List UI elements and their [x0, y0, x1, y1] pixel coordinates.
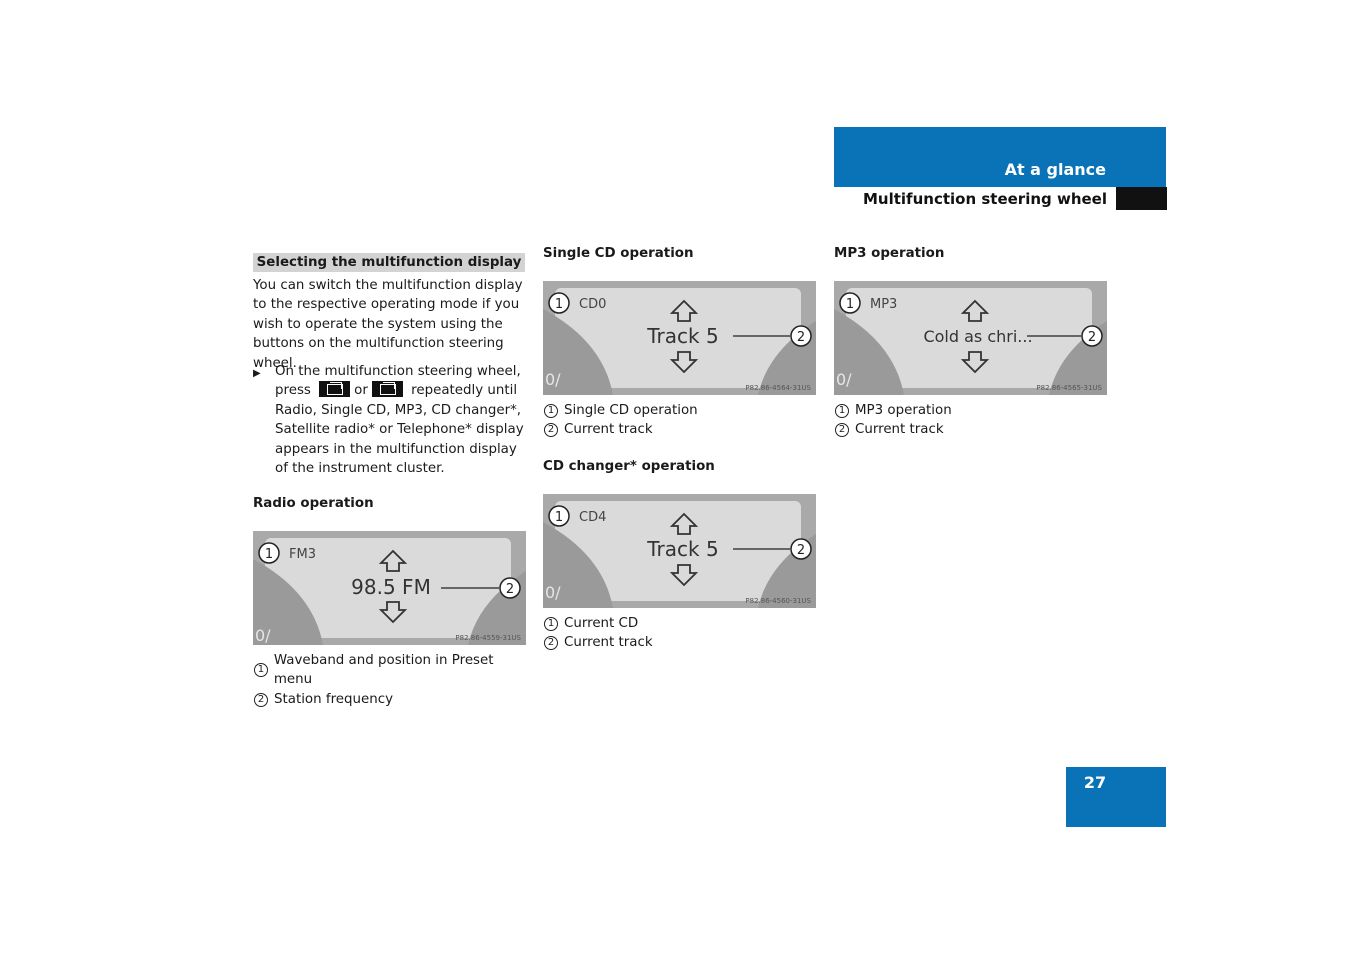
callout-2-label: 2	[505, 582, 515, 597]
callout-2-label: 2	[1087, 330, 1097, 345]
legend-item	[834, 401, 1114, 420]
image-code: P82.86-4560-31US	[745, 597, 811, 605]
section-subtitle: Multifunction steering wheel	[863, 190, 1107, 208]
radio-main-text: 98.5 FM	[351, 575, 431, 599]
legend-number: 2	[254, 693, 268, 707]
svg-text:0/: 0/	[255, 626, 271, 645]
single-cd-display-image	[543, 281, 816, 395]
radio-display-image	[253, 531, 526, 645]
legend-item	[253, 690, 533, 709]
single-cd-mode-text: CD0	[579, 297, 607, 312]
legend-number: 2	[544, 636, 558, 650]
legend-text: Current track	[564, 422, 653, 438]
page-number-box	[1066, 767, 1166, 827]
cd-changer-mode-text: CD4	[579, 510, 607, 525]
legend-text: MP3 operation	[855, 403, 952, 418]
step-text-1: On the multifunction steering wheel, press	[275, 364, 521, 399]
svg-text:0/: 0/	[545, 370, 561, 389]
radio-mode-text: FM3	[289, 547, 316, 562]
legend-item	[834, 420, 1114, 439]
legend-number: 1	[544, 404, 558, 418]
svg-text:0/: 0/	[836, 370, 852, 389]
cd-changer-display-figure	[543, 494, 816, 608]
image-code: P82.86-4564-31US	[745, 384, 811, 392]
intro-paragraph: You can switch the multifunction display to the respective operating mode if you wish to operate the system using the buttons on the multifunction steering wheel.	[253, 278, 523, 371]
section-title-bar	[253, 253, 525, 272]
header-banner	[834, 127, 1166, 187]
legend-number: 1	[544, 617, 558, 631]
single-cd-display-figure	[543, 281, 816, 395]
callout-1-label: 1	[554, 510, 564, 525]
legend-text: Current track	[855, 422, 944, 438]
legend-text: Station frequency	[274, 691, 394, 707]
step-text-2: repeatedly until Radio, Single CD, MP3, CD changer*, Satellite radio* or Telephone* display appears in the multifunction display of the instrument cluster.	[275, 383, 524, 477]
callout-2-label: 2	[796, 543, 806, 558]
header-marker	[1116, 187, 1167, 210]
radio-display-figure	[253, 531, 526, 645]
svg-text:0/: 0/	[545, 583, 561, 602]
image-code: P82.86-4565-31US	[1036, 384, 1102, 392]
legend-text: Single CD operation	[564, 403, 698, 418]
legend-text: Current CD	[564, 616, 639, 631]
display-forward-button-icon	[372, 381, 403, 397]
radio-heading: Radio operation	[253, 496, 374, 511]
single-cd-heading: Single CD operation	[543, 246, 694, 261]
chapter-title: At a glance	[1004, 160, 1106, 179]
instruction-step	[253, 362, 525, 478]
page-number: 27	[1083, 773, 1107, 792]
radio-legend	[253, 651, 533, 709]
legend-text: Current track	[564, 635, 653, 651]
bullet-arrow-icon: ▶	[253, 368, 261, 379]
cd-changer-main-text: Track 5	[647, 537, 719, 561]
cd-changer-legend	[543, 614, 823, 653]
cd-changer-display-image	[543, 494, 816, 608]
legend-number: 1	[254, 663, 268, 677]
legend-text: Waveband and position in Preset menu	[273, 653, 494, 688]
callout-2-label: 2	[796, 330, 806, 345]
step-text-or: or	[354, 383, 368, 399]
mp3-main-text: Cold as chri...	[923, 327, 1033, 346]
display-back-button-icon	[319, 381, 350, 397]
mp3-mode-text: MP3	[870, 297, 898, 312]
mp3-legend	[834, 401, 1114, 440]
image-code: P82.86-4559-31US	[455, 634, 521, 642]
legend-number: 2	[835, 423, 849, 437]
mp3-display-image	[834, 281, 1107, 395]
legend-item	[543, 401, 823, 420]
mp3-display-figure	[834, 281, 1107, 395]
single-cd-main-text: Track 5	[647, 324, 719, 348]
legend-item	[543, 420, 823, 439]
legend-number: 1	[835, 404, 849, 418]
cd-changer-heading: CD changer* operation	[543, 459, 715, 474]
legend-item	[543, 633, 823, 652]
section-title: Selecting the multifunction display	[256, 255, 522, 270]
callout-1-label: 1	[554, 297, 564, 312]
mp3-heading: MP3 operation	[834, 246, 945, 261]
single-cd-legend	[543, 401, 823, 440]
legend-item	[253, 651, 533, 690]
legend-number: 2	[544, 423, 558, 437]
callout-1-label: 1	[264, 547, 274, 562]
legend-item	[543, 614, 823, 633]
callout-1-label: 1	[845, 297, 855, 312]
